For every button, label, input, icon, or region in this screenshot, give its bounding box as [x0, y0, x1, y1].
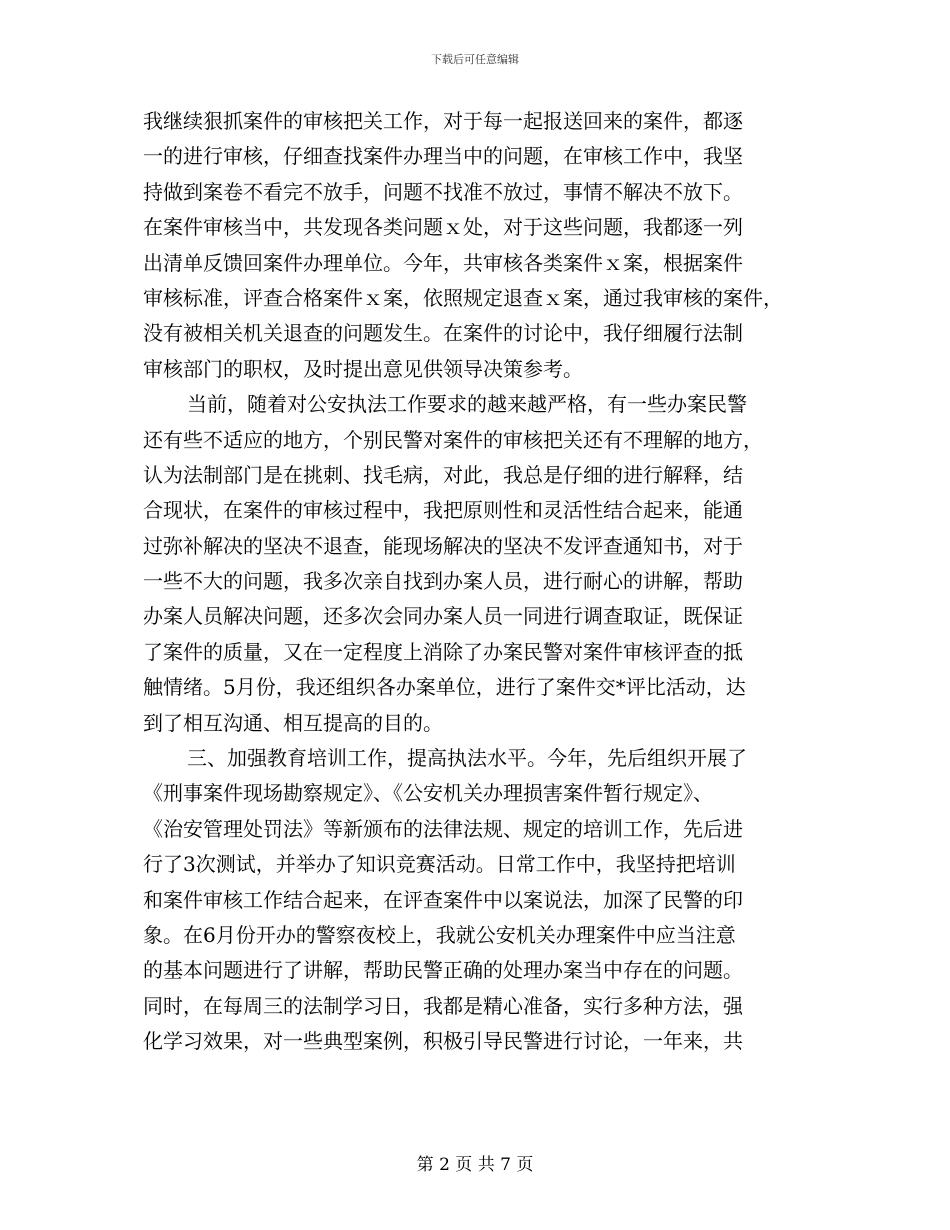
document-body	[143, 104, 823, 1060]
text-line: 三、加强教育培训工作，提高执法水平。今年，先后组织开展了	[187, 746, 747, 771]
text-line: 审核部门的职权，及时提出意见供领导决策参考。	[143, 356, 583, 381]
text-line: 没有被相关机关退查的问题发生。在案件的讨论中，我仔细履行法制	[143, 321, 743, 346]
text-line: 和案件审核工作结合起来，在评查案件中以案说法，加深了民警的印	[143, 887, 743, 912]
text-line: 行了3次测试，并举办了知识竞赛活动。日常工作中，我坚持把培训	[143, 852, 736, 877]
text-line: 化学习效果，对一些典型案例，积极引导民警进行讨论，一年来，共	[143, 1029, 743, 1054]
text-line: 触情绪。5月份，我还组织各办案单位，进行了案件交*评比活动，达	[143, 675, 746, 700]
text-line: 在案件审核当中，共发现各类问题ｘ处，对于这些问题，我都逐一列	[143, 215, 743, 240]
text-line: 的基本问题进行了讲解，帮助民警正确的处理办案当中存在的问题。	[143, 958, 743, 983]
text-line: 合现状，在案件的审核过程中，我把原则性和灵活性结合起来，能通	[143, 498, 743, 523]
text-line: 办案人员解决问题，还多次会同办案人员一同进行调查取证，既保证	[143, 604, 743, 629]
text-line: 一些不大的问题，我多次亲自找到办案人员，进行耐心的讲解，帮助	[143, 569, 743, 594]
page-footer: 第 2 页 共 7 页	[416, 1155, 534, 1175]
text-line: 我继续狠抓案件的审核把关工作，对于每一起报送回来的案件，都逐	[143, 109, 743, 133]
text-line: 了案件的质量，又在一定程度上消除了办案民警对案件审核评查的抵	[143, 639, 743, 664]
text-line: 持做到案卷不看完不放手，问题不找准不放过，事情不解决不放下。	[143, 179, 743, 204]
text-line: 同时，在每周三的法制学习日，我都是精心准备，实行多种方法，强	[143, 993, 743, 1018]
text-line: 一的进行审核，仔细查找案件办理当中的问题，在审核工作中，我坚	[143, 144, 743, 169]
text-line: 还有些不适应的地方，个别民警对案件的审核把关还有不理解的地方，	[143, 427, 763, 452]
text-line: 《刑事案件现场勘察规定》、《公安机关办理损害案件暂行规定》、	[143, 781, 713, 806]
text-line: 《治安管理处罚法》等新颁布的法律法规、规定的培训工作，先后进	[143, 816, 743, 841]
text-line: 当前，随着对公安执法工作要求的越来越严格，有一些办案民警	[187, 392, 747, 417]
page-header: 下载后可任意编辑	[431, 53, 519, 66]
text-line: 认为法制部门是在挑刺、找毛病，对此，我总是仔细的进行解释，结	[143, 462, 743, 487]
text-line: 出清单反馈回案件办理单位。今年，共审核各类案件ｘ案，根据案件	[143, 250, 743, 275]
text-line: 审核标准，评查合格案件ｘ案，依照规定退查ｘ案，通过我审核的案件，	[143, 285, 783, 310]
text-line: 象。在6月份开办的警察夜校上，我就公安机关办理案件中应当注意	[143, 922, 736, 947]
text-line: 过弥补解决的坚决不退查，能现场解决的坚决不发评查通知书，对于	[143, 533, 743, 558]
text-line: 到了相互沟通、相互提高的目的。	[143, 710, 443, 735]
